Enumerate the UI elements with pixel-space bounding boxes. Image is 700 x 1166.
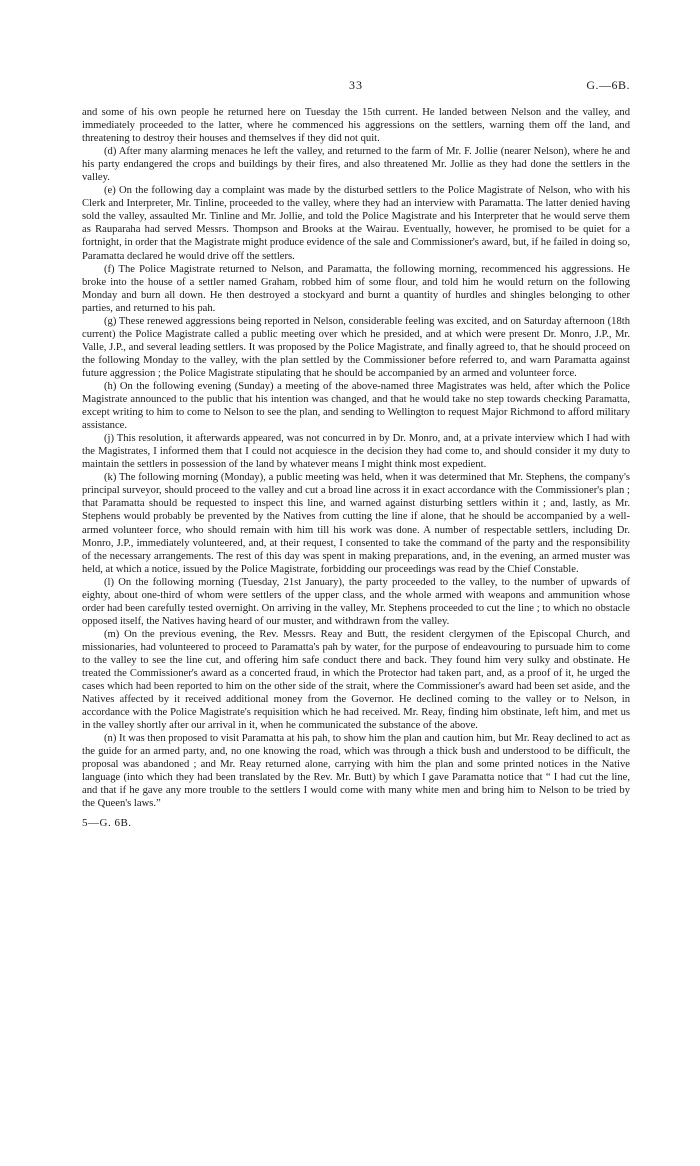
paragraph-g: (g) These renewed aggressions being reported in Nelson, considerable feeling was excited, and on Saturday afternoon (18th current) the Police Magistrate called a public meeting over which he presided, and at which were present Dr. Monro, J.P., Mr. Valle, J.P., and several leading settlers. It was proposed by the Police Magistrate, and finally agreed to, that he should proceed on the following Monday to the valley, with the plan settled by the Commissioner before referred to, and warn Paramatta against future aggression ; the Police Magistrate stipulating that he should be accompanied by an armed and volunteer force. — [82, 315, 630, 379]
paragraph-h: (h) On the following evening (Sunday) a meeting of the above-named three Magistrates was held, after which the Police Magistrate announced to the public that his intention was changed, and that he would take no step towards checking Paramatta, except writing to him to come to Nelson to see the plan, and sending to Wellington to request Major Richmond to afford military assistance. — [82, 380, 630, 432]
paragraph-m: (m) On the previous evening, the Rev. Messrs. Reay and Butt, the resident clergymen of the Episcopal Church, and missionaries, had volunteered to proceed to Paramatta's pah by water, for the purpose of endeavouring to pursuade him to come to the valley to see the line cut, and offering him safe conduct there and back. They found him very sulky and obstinate. He treated the Commissioner's award as a concerted fraud, in which the Protector had taken part, and, as a proof of it, he urged the cases which had been reported to him on the other side of the strait, where the Commissioner's award had been set aside, and the Natives affected by it received additional money from the Governor. He declined coming to the valley or to Nelson, in accordance with the Police Magistrate's requisition which he had received. Mr. Reay, finding him obstinate, left him, and met us in the valley shortly after our arrival in it, when he communicated the substance of the above. — [82, 628, 630, 732]
running-head — [82, 78, 630, 96]
paragraph-n: (n) It was then proposed to visit Paramatta at his pah, to show him the plan and caution him, but Mr. Reay declined to act as the guide for an armed party, and, no one knowing the road, which was through a thick bush and understood to be difficult, the proposal was abandoned ; and Mr. Reay returned alone, carrying with him the plan and some printed notices in the Native language (into which they had been translated by the Rev. Mr. Butt) by which I gave Paramatta notice that “ I had cut the line, and that if he gave any more trouble to the settlers I would come with many white men and bring him to Nelson to be tried by the Queen's laws.” — [82, 733, 630, 810]
paragraph-f: (f) The Police Magistrate returned to Nelson, and Paramatta, the following morning, recommenced his aggressions. He broke into the house of a settler named Graham, robbed him of some flour, and told him he would return on the following Monday and burn all down. He then destroyed a stockyard and burnt a quantity of hurdles and shingles belonging to other parties, and returned to his pah. — [82, 263, 630, 314]
paper-reference: G.—6B. — [586, 78, 630, 92]
paragraph-continuation: and some of his own people he returned here on Tuesday the 15th current. He landed between Nelson and the valley, and immediately proceeded to the latter, where he commenced his aggressions on the settlers, warning them off the land, and threatening to destroy their houses and themselves if they did not quit. — [82, 107, 630, 145]
paragraph-l: (l) On the following morning (Tuesday, 21st January), the party proceeded to the valley, to the number of upwards of eighty, about one-third of whom were settlers of the upper class, and the whole armed with weapons and ammunition whose order had been carefully tested overnight. On arriving in the valley, Mr. Stephens proceeded to cut the line ; to which no obstacle opposed itself, the Natives having heard of our muster, and withdrawn from the valley. — [82, 576, 630, 627]
page-number: 33 — [349, 78, 363, 92]
paragraph-e: (e) On the following day a complaint was made by the disturbed settlers to the Police Magistrate of Nelson, who with his Clerk and Interpreter, Mr. Tinline, proceeded to the valley, where they had an interview with Paramatta. The latter denied having sold the valley, assaulted Mr. Tinline and Mr. Jollie, and told the Police Magistrate and his Interpreter that he would serve them as Rauparaha had served Messrs. Thompson and Brooks at the Wairau. Eventually, however, he promised to be quiet for a fortnight, in order that the Magistrate might produce evidence of the sale and Commissioner's award, but, if he failed in doing so, Paramatta declared he would drive off the settlers. — [82, 185, 630, 262]
signature-mark: 5—G. 6B. — [82, 816, 132, 829]
paragraph-d: (d) After many alarming menaces he left the valley, and returned to the farm of Mr. F. Jollie (nearer Nelson), where he and his party endangered the crops and buildings by their fires, and also threatened Mr. Jollie as they had done the settlers in the valley. — [82, 146, 630, 184]
document-page — [82, 78, 630, 829]
body-text — [82, 106, 630, 811]
paragraph-k: (k) The following morning (Monday), a public meeting was held, when it was determined that Mr. Stephens, the company's principal surveyor, should proceed to the valley and cut a broad line across it in exact accordance with the Commissioner's plan ; that Paramatta should be requested to inspect this line, and warned against disturbing settlers within it ; and, lastly, as Mr. Stephens would probably be prevented by the Natives from cutting the line if alone, that he should be accompanied by a well-armed volunteer force, who should remain with him till his work was done. A number of respectable settlers, including Dr. Monro, J.P., immediately volunteered, and, at their request, I consented to take the command of the party and the responsibility of the necessary arrangements. The rest of this day was spent in making preparations, and, in the evening, an armed muster was held, at which a notice, issued by the Police Magistrate, forbidding our proceedings was read by the Chief Constable. — [82, 472, 630, 575]
paragraph-j: (j) This resolution, it afterwards appeared, was not concurred in by Dr. Monro, and, at a private interview which I had with the Magistrates, I informed them that I could not acquiesce in the decision they had come to, and should consider it my duty to maintain the settlers in possession of the land by whatever means I might think most expedient. — [82, 433, 630, 471]
